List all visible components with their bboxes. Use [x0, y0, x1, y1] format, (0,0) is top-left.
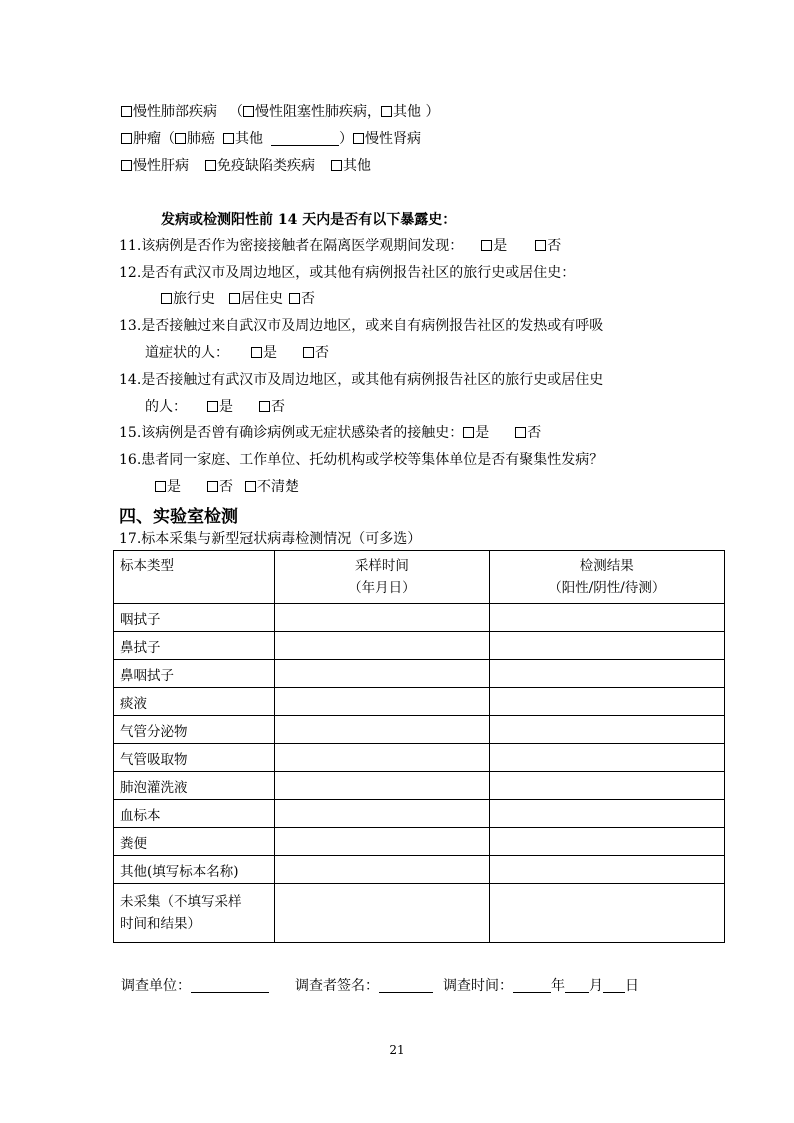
header-sampling-time	[275, 551, 489, 604]
test-result-cell[interactable]	[489, 604, 724, 632]
specimen-label: 鼻拭子	[114, 632, 275, 660]
option-label: 其他	[235, 131, 263, 147]
sampling-time-cell[interactable]	[275, 716, 489, 744]
sampling-time-cell[interactable]	[275, 884, 489, 943]
disease-row-3	[121, 157, 371, 175]
signer-label: 调查者签名：	[295, 978, 379, 994]
time-label: 调查时间：	[443, 978, 513, 994]
exposure-heading: 发病或检测阳性前 14 天内是否有以下暴露史：	[161, 212, 457, 228]
header-text: 采样时间	[354, 558, 409, 574]
specimen-label-line: 时间和结果）	[120, 916, 201, 932]
checkbox[interactable]	[535, 240, 546, 251]
checkbox[interactable]	[175, 133, 186, 144]
disease-row-2	[121, 130, 421, 148]
header-text: （年月日）	[348, 580, 416, 596]
option-label: 免疫缺陷类疾病	[217, 158, 315, 174]
option-label: 是	[219, 399, 233, 415]
test-result-cell[interactable]	[489, 744, 724, 772]
option-label: 否	[315, 345, 329, 361]
signer-field[interactable]	[379, 978, 433, 993]
table-row	[114, 744, 725, 772]
option-label: （	[229, 104, 243, 120]
option-label: 慢性肺部疾病	[133, 104, 217, 120]
option-label: 否	[271, 399, 285, 415]
table-row	[114, 716, 725, 744]
question-16-options	[155, 478, 299, 496]
test-result-cell[interactable]	[489, 800, 724, 828]
question-13-cont	[145, 344, 329, 362]
checkbox[interactable]	[121, 106, 132, 117]
specimen-label: 气管吸取物	[114, 744, 275, 772]
checkbox[interactable]	[259, 401, 270, 412]
checkbox[interactable]	[463, 427, 474, 438]
checkbox[interactable]	[205, 160, 216, 171]
test-result-cell[interactable]	[489, 716, 724, 744]
test-result-cell[interactable]	[489, 660, 724, 688]
sampling-time-cell[interactable]	[275, 828, 489, 856]
option-label: ）	[339, 131, 353, 147]
header-test-result	[489, 551, 724, 604]
test-result-cell[interactable]	[489, 856, 724, 884]
checkbox[interactable]	[229, 293, 240, 304]
test-result-cell[interactable]	[489, 828, 724, 856]
specimen-label: 血标本	[114, 800, 275, 828]
option-label: 肺癌	[187, 131, 215, 147]
option-label: 是	[493, 238, 508, 254]
option-label: 旅行史	[173, 291, 215, 307]
question-text: 道症状的人：	[145, 345, 229, 361]
month-field[interactable]	[565, 978, 589, 993]
specimen-label: 其他(填写标本名称)	[114, 856, 275, 884]
option-label: 否	[547, 238, 562, 254]
specimen-label	[114, 884, 275, 943]
option-label: 其他	[343, 158, 371, 174]
unit-field[interactable]	[191, 978, 269, 993]
question-12-options	[161, 290, 315, 308]
specimen-label: 粪便	[114, 828, 275, 856]
specimen-label: 肺泡灌洗液	[114, 772, 275, 800]
checkbox[interactable]	[353, 133, 364, 144]
option-label: 慢性阻塞性肺疾病，	[255, 104, 381, 120]
sampling-time-cell[interactable]	[275, 744, 489, 772]
table-row	[114, 688, 725, 716]
sampling-time-cell[interactable]	[275, 856, 489, 884]
table-row	[114, 632, 725, 660]
option-label: 慢性肾病	[365, 131, 421, 147]
question-text: 11.该病例是否作为密接接触者在隔离医学观期间发现：	[119, 238, 464, 254]
sampling-time-cell[interactable]	[275, 632, 489, 660]
specimen-label: 痰液	[114, 688, 275, 716]
checkbox[interactable]	[515, 427, 526, 438]
checkbox[interactable]	[289, 293, 300, 304]
option-label: 其他 ）	[393, 104, 440, 120]
table-header-row	[114, 551, 725, 604]
section-title: 四、实验室检测	[119, 507, 238, 527]
option-label: 否	[527, 425, 542, 441]
test-result-cell[interactable]	[489, 688, 724, 716]
day-label: 日	[625, 978, 639, 994]
page-number: 21	[389, 1043, 405, 1057]
option-label: 是	[167, 479, 181, 495]
checkbox[interactable]	[381, 106, 392, 117]
question-14-cont	[145, 398, 285, 416]
table-row	[114, 800, 725, 828]
table-row	[114, 884, 725, 943]
test-result-cell[interactable]	[489, 884, 724, 943]
table-row	[114, 772, 725, 800]
checkbox[interactable]	[243, 106, 254, 117]
specimen-label: 气管分泌物	[114, 716, 275, 744]
question-text: 15.该病例是否曾有确诊病例或无症状感染者的接触史：	[119, 425, 464, 441]
option-label: 肿瘤（	[133, 131, 175, 147]
specimen-table	[113, 550, 725, 943]
checkbox[interactable]	[121, 133, 132, 144]
test-result-cell[interactable]	[489, 772, 724, 800]
question-12: 12.是否有武汉市及周边地区，或其他有病例报告社区的旅行史或居住史：	[119, 265, 576, 281]
specimen-label: 咽拭子	[114, 604, 275, 632]
sampling-time-cell[interactable]	[275, 688, 489, 716]
question-15	[119, 424, 541, 442]
checkbox[interactable]	[251, 347, 262, 358]
sampling-time-cell[interactable]	[275, 604, 489, 632]
option-label: 不清楚	[257, 479, 299, 495]
checkbox[interactable]	[161, 293, 172, 304]
table-row	[114, 856, 725, 884]
table-row	[114, 660, 725, 688]
checkbox[interactable]	[155, 481, 166, 492]
question-text: 的人：	[145, 399, 187, 415]
fill-in-blank[interactable]	[271, 131, 339, 146]
option-label: 是	[263, 345, 277, 361]
question-13: 13.是否接触过来自武汉市及周边地区，或来自有病例报告社区的发热或有呼吸	[119, 318, 604, 334]
sampling-time-cell[interactable]	[275, 772, 489, 800]
year-field[interactable]	[513, 978, 551, 993]
header-text: （阳性/阴性/待测）	[548, 580, 666, 596]
year-label: 年	[551, 978, 565, 994]
option-label: 居住史	[241, 291, 283, 307]
table-row	[114, 604, 725, 632]
table-row	[114, 828, 725, 856]
survey-footer	[121, 975, 639, 995]
specimen-label-line: 未采集（不填写采样	[120, 894, 242, 910]
question-17-caption: 17.标本采集与新型冠状病毒检测情况（可多选）	[119, 531, 422, 547]
checkbox[interactable]	[207, 481, 218, 492]
specimen-label: 鼻咽拭子	[114, 660, 275, 688]
checkbox[interactable]	[331, 160, 342, 171]
question-14: 14.是否接触过有武汉市及周边地区，或其他有病例报告社区的旅行史或居住史	[119, 372, 604, 388]
sampling-time-cell[interactable]	[275, 660, 489, 688]
day-field[interactable]	[603, 978, 625, 993]
disease-row-1	[121, 103, 439, 121]
unit-label: 调查单位：	[121, 978, 191, 994]
option-label: 否	[219, 479, 233, 495]
checkbox[interactable]	[245, 481, 256, 492]
checkbox[interactable]	[303, 347, 314, 358]
option-label: 否	[301, 291, 315, 307]
test-result-cell[interactable]	[489, 632, 724, 660]
month-label: 月	[589, 978, 603, 994]
checkbox[interactable]	[121, 160, 132, 171]
header-specimen-type: 标本类型	[114, 551, 275, 604]
question-11	[119, 237, 561, 255]
checkbox[interactable]	[223, 133, 234, 144]
option-label: 是	[475, 425, 490, 441]
question-16: 16.患者同一家庭、工作单位、托幼机构或学校等集体单位是否有聚集性发病？	[119, 452, 604, 468]
option-label: 慢性肝病	[133, 158, 189, 174]
sampling-time-cell[interactable]	[275, 800, 489, 828]
checkbox[interactable]	[207, 401, 218, 412]
header-text: 检测结果	[579, 558, 634, 574]
checkbox[interactable]	[481, 240, 492, 251]
